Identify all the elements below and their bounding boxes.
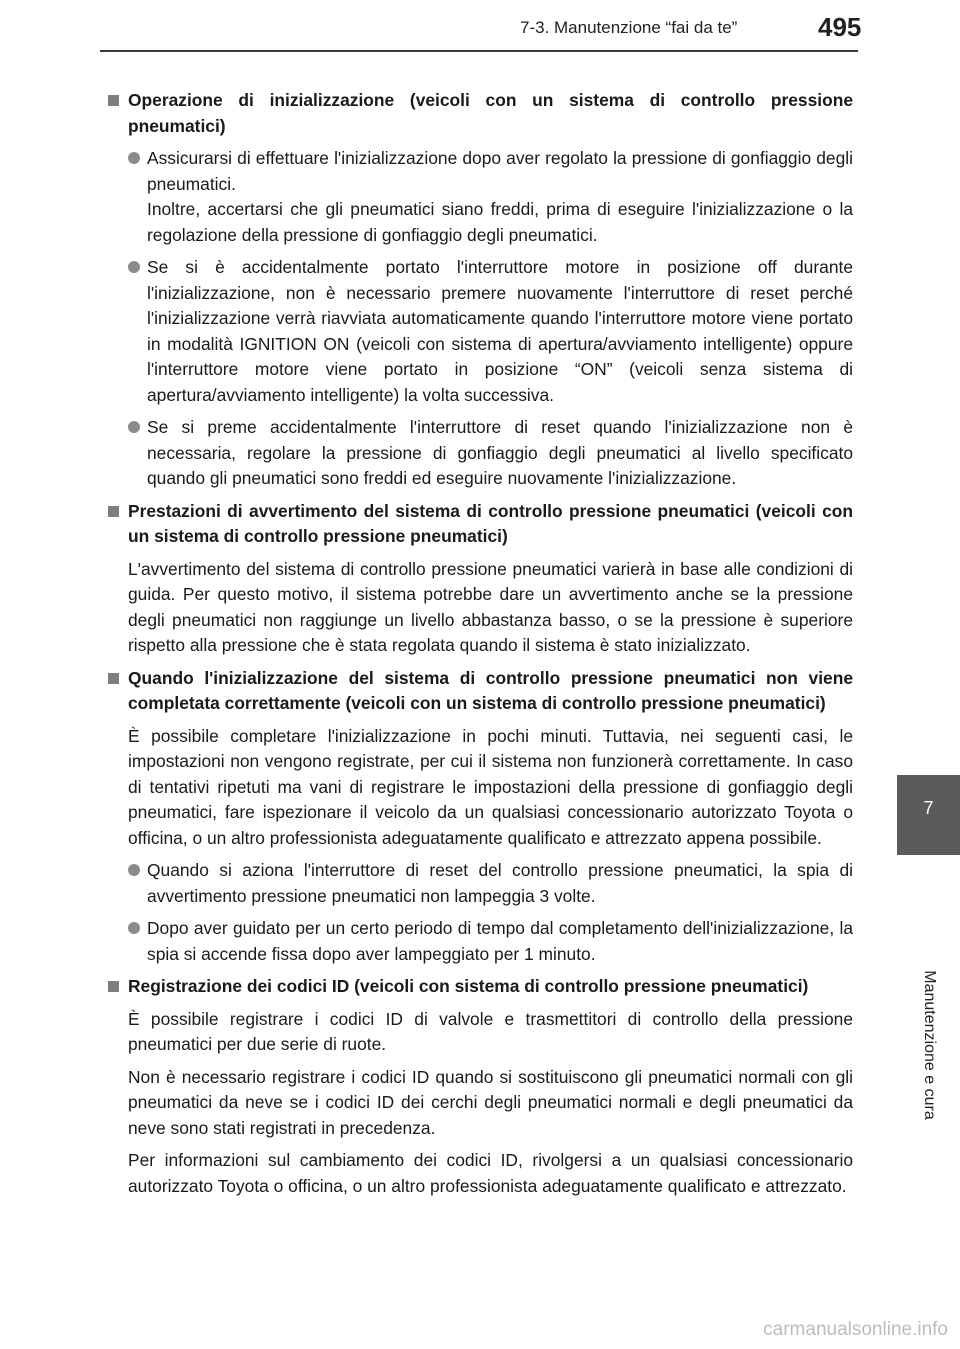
bullet-line: Inoltre, accertarsi che gli pneumatici siano freddi, prima di eseguire l'inizializzazione o la regolazione della pressione di gonfiaggio degli pneumatici. (147, 199, 853, 245)
bullet-item (108, 255, 853, 408)
bullet-line: Se si preme accidentalmente l'interruttore di reset quando l'inizializzazione non è necessaria, regolare la pressione di gonfiaggio degli pneumatici al livello specificato quando gli pneumatici sono freddi ed eseguire nuovamente l'inizializzazione. (147, 417, 853, 488)
round-bullet-icon (128, 916, 147, 967)
chapter-number: 7 (923, 798, 934, 818)
bullet-line: Assicurarsi di effettuare l'inizializzazione dopo aver regolato la pressione di gonfiaggio degli pneumatici. (147, 148, 853, 194)
page-number: 495 (818, 12, 862, 42)
bullet-text (147, 415, 853, 492)
bullet-text (147, 255, 853, 408)
bullet-item (108, 858, 853, 909)
section-heading (108, 88, 853, 139)
section-initialization (108, 88, 853, 492)
section-title: Operazione di inizializzazione (veicoli con un sistema di controllo pressione pneumatici) (128, 90, 853, 136)
square-bullet-icon (108, 88, 128, 139)
section-id-registration (108, 974, 853, 1199)
round-bullet-icon (128, 146, 147, 248)
chapter-tab (897, 0, 960, 1349)
header-divider (100, 50, 858, 52)
bullet-item (108, 146, 853, 248)
round-bullet-icon (128, 415, 147, 492)
bullet-line: Quando si aziona l'interruttore di reset del controllo pressione pneumatici, la spia di avvertimento pressione pneumatici non lampeggia 3 volte. (147, 860, 853, 906)
section-warning-performance (108, 499, 853, 659)
bullet-text (147, 858, 853, 909)
square-bullet-icon (108, 666, 128, 717)
bullet-line: Se si è accidentalmente portato l'interruttore motore in posizione off durante l'inizializzazione, non è necessario premere nuovamente l'interruttore di reset perché l'inizializzazione verrà riavviata automaticamente quando l'interruttore motore viene portato in modalità IGNITION ON (veicoli con sistema di apertura/avviamento intelligente) oppure l'interruttore motore viene portato in posizione “ON” (veicoli senza sistema di apertura/avviamento intelligente) la volta successiva. (147, 257, 853, 405)
section-title: Quando l'inizializzazione del sistema di controllo pressione pneumatici non viene completata correttamente (veicoli con un sistema di controllo pressione pneumatici) (128, 667, 853, 713)
chapter-title: Manutenzione e cura (920, 970, 938, 1120)
chapter-tab-title-box (897, 860, 960, 1230)
bullet-line: Dopo aver guidato per un certo periodo di tempo dal completamento dell'inizializzazione, la spia si accende fissa dopo aver lampeggiato per 1 minuto. (147, 918, 853, 964)
chapter-heading: 7-3. Manutenzione “fai da te” (520, 18, 738, 37)
paragraph: L'avvertimento del sistema di controllo pressione pneumatici varierà in base alle condizioni di guida. Per questo motivo, il sistema potrebbe dare un avvertimento anche se la pressione degli pneumatici non raggiunge un livello abbastanza basso, o se la pressione è superiore rispetto alla pressione che è stata regolata quando il sistema è stato inizializzato. (128, 558, 853, 655)
bullet-item (108, 415, 853, 492)
paragraph: È possibile completare l'inizializzazione in pochi minuti. Tuttavia, nei seguenti casi, le impostazioni non vengono registrate, per cui il sistema non funzionerà correttamente. In caso di tentativi ripetuti ma vani di registrare le impostazioni della pressione di gonfiaggio degli pneumatici, fare ispezionare il veicolo da un qualsiasi concessionario autorizzato Toyota o officina, o un altro professionista adeguatamente qualificato e attrezzato appena possibile. (128, 725, 853, 848)
bullet-text (147, 146, 853, 248)
section-title: Prestazioni di avvertimento del sistema di controllo pressione pneumatici (veicoli con un sistema di controllo pressione pneumatici) (128, 500, 853, 546)
paragraph: È possibile registrare i codici ID di valvole e trasmettitori di controllo della pressione pneumatici per due serie di ruote. (128, 1008, 853, 1054)
section-heading (108, 499, 853, 550)
section-heading (108, 974, 853, 1000)
section-title: Registrazione dei codici ID (veicoli con sistema di controllo pressione pneumatici) (128, 976, 809, 996)
watermark: carmanualsonline.info (763, 1319, 948, 1340)
square-bullet-icon (108, 499, 128, 550)
page-content (108, 88, 853, 1206)
section-initialization-failure (108, 666, 853, 968)
section-heading (108, 666, 853, 717)
round-bullet-icon (128, 858, 147, 909)
round-bullet-icon (128, 255, 147, 408)
paragraph: Per informazioni sul cambiamento dei codici ID, rivolgersi a un qualsiasi concessionario autorizzato Toyota o officina, o un altro professionista adeguatamente qualificato e attrezzato. (128, 1150, 853, 1196)
bullet-item (108, 916, 853, 967)
paragraph: Non è necessario registrare i codici ID quando si sostituiscono gli pneumatici normali con gli pneumatici da neve se i codici ID dei cerchi degli pneumatici normali e degli pneumatici da neve sono stati registrati in precedenza. (128, 1066, 853, 1138)
square-bullet-icon (108, 974, 128, 1000)
bullet-text (147, 916, 853, 967)
